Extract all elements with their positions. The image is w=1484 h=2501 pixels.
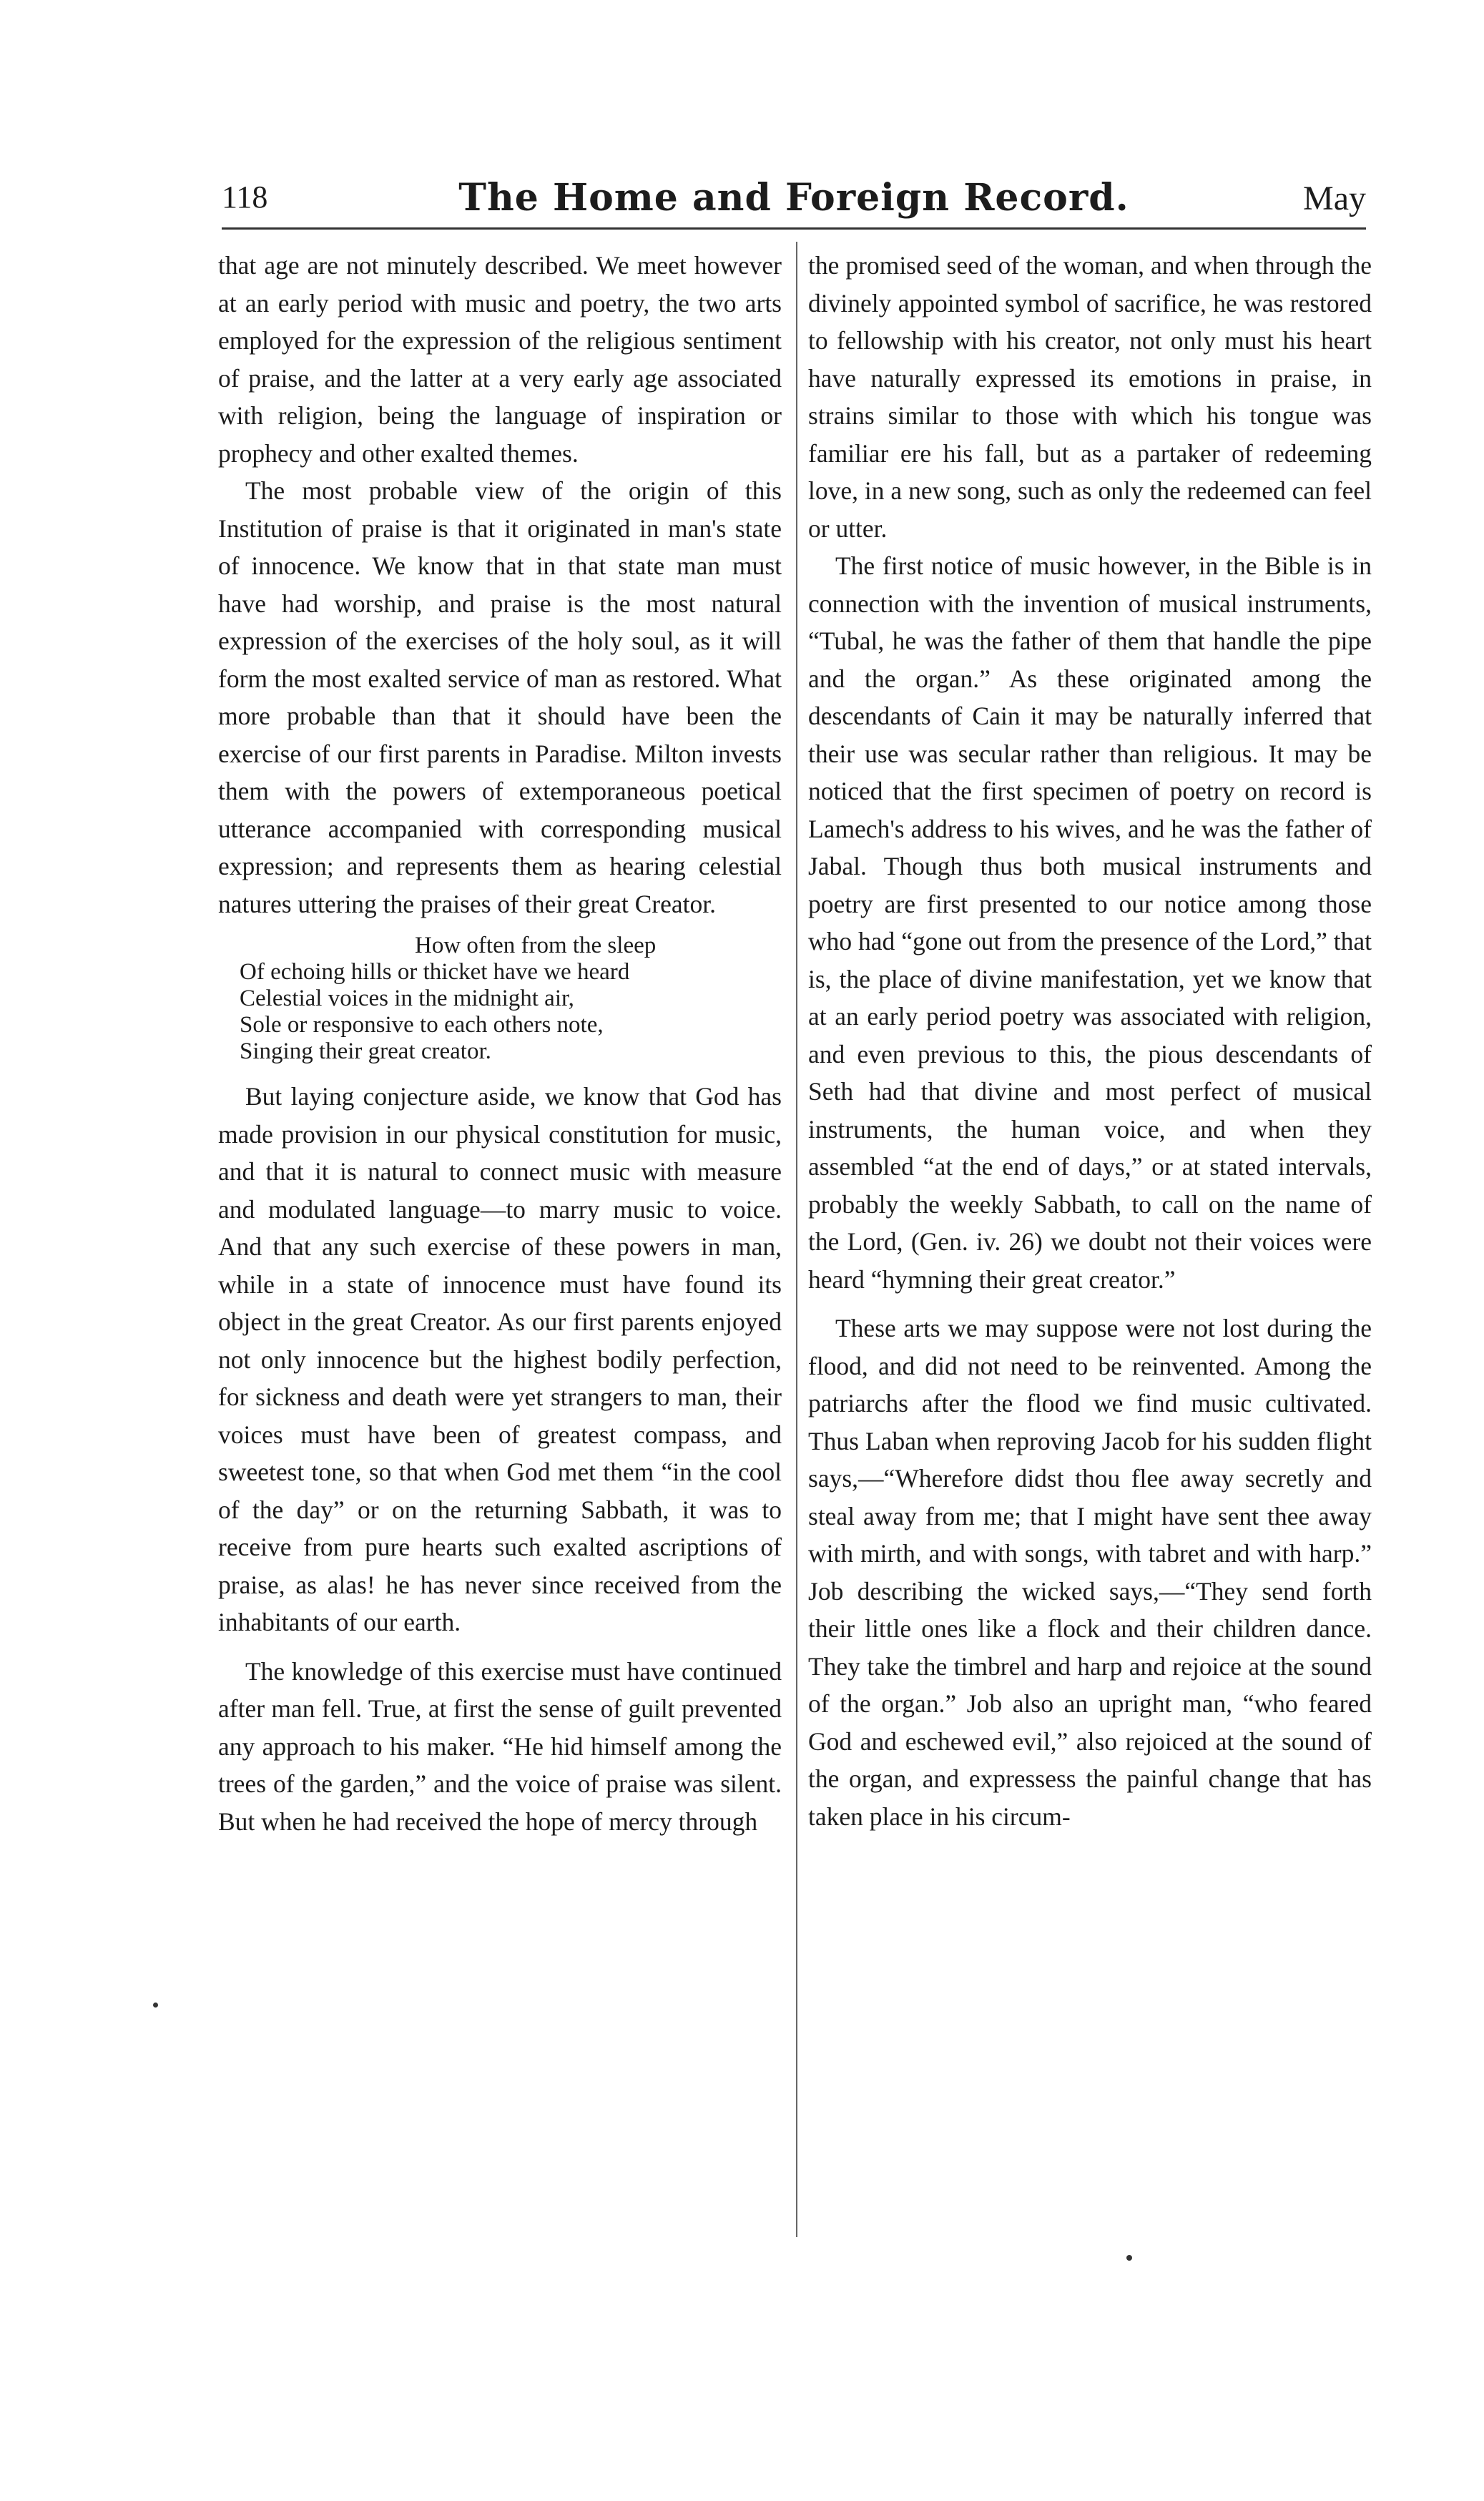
- paragraph: The most probable view of the origin of this Institution of praise is that it originated in man's state of innocence. We know that in that state man must have had worship, and praise is the most natural expression of the exercises of the holy soul, as it will form the most exalted service of man as restored. What more probable than that it should have been the exercise of our first parents in Paradise. Milton invests them with the powers of extemporaneous poetical utterance accompanied with corresponding musical expression; and represents them as hearing celestial natures uttering the praises of their great Creator.: [218, 476, 782, 918]
- right-column: [808, 247, 1372, 1835]
- left-column: [218, 247, 782, 1840]
- print-speck: [153, 2003, 158, 2008]
- running-title: The Home and Foreign Record.: [458, 176, 1129, 220]
- poem-line: How often from the sleep: [415, 933, 657, 958]
- print-speck: [1126, 2255, 1132, 2261]
- paragraph: The first notice of music however, in the Bible is in connection with the invention of musical instruments, “Tubal, he was the father of them that handle the pipe and the organ.” As these originated among the descendants of Cain it may be naturally inferred that their use was secular rather than religious. It may be noticed that the first specimen of poetry on record is Lamech's address to his wives, and he was the father of Jabal. Though thus both musical instruments and poetry are first presented to our notice among those who had “gone out from the presence of the Lord,” that is, the place of divine manifestation, yet we know that at an early period poetry was associated with religion, and even previous to this, the pious descendants of Seth had that divine and most perfect of musical instruments, the human voice, and when they assembled “at the end of days,” or at stated intervals, probably the weekly Sabbath, to call on the name of the Lord, (Gen. iv. 26) we doubt not their voices were heard “hymning their great creator.”: [808, 551, 1372, 1294]
- poem-line: Sole or responsive to each others note,: [240, 1012, 604, 1038]
- paragraph: These arts we may suppose were not lost during the flood, and did not need to be reinvented. Among the patriarchs after the flood we find music cultivated. Thus Laban when reproving Jacob for his sudden flight says,—“Wherefore didst thou flee away secretly and steal away from me; that I might have sent thee away with mirth, and with songs, with tabret and with harp.” Job describing the wicked says,—“They send forth their little ones like a flock and their children dance. They take the timbrel and harp and rejoice at the sound of the organ.” Job also an upright man, “who feared God and eschewed evil,” also rejoiced at the sound of the organ, and expressess the painful change that has taken place in his circum-: [808, 1314, 1372, 1831]
- poem-line: Celestial voices in the midnight air,: [240, 986, 574, 1011]
- column-divider: [796, 242, 797, 2237]
- paragraph: The knowledge of this exercise must have continued after man fell. True, at first the sense of guilt prevented any approach to his maker. “He hid himself among the trees of the garden,” and the voice of praise was silent. But when he had received the hope of mercy through: [218, 1656, 782, 1836]
- poem-line: Singing their great creator.: [240, 1038, 491, 1064]
- paragraph: But laying conjecture aside, we know that God has made provision in our physical constitution for music, and that it is natural to connect music with measure and modulated language—to marry music to voice. And that any such exercise of these powers in man, while in a state of innocence must have found its object in the great Creator. As our first parents enjoyed not only innocence but the highest bodily perfection, for sickness and death were yet strangers to man, their voices must have been of greatest compass, and sweetest tone, so that when God met them “in the cool of the day” or on the returning Sabbath, it was to receive from pure hearts such exalted ascriptions of praise, as alas! he has never since received from the inhabitants of our earth.: [218, 1082, 782, 1636]
- paragraph: the promised seed of the woman, and when through the divinely appointed symbol of sacrifice, he was restored to fellowship with his creator, not only must his heart have naturally expressed its emotions in praise, in strains similar to those with which his tongue was familiar ere his fall, but as a partaker of redeeming love, in a new song, such as only the redeemed can feel or utter.: [808, 251, 1372, 543]
- issue-month: May: [1303, 180, 1366, 217]
- poem-quotation: [240, 933, 782, 1065]
- paragraph: that age are not minutely described. We meet however at an early period with music and poetry, the two arts employed for the expression of the religious sentiment of praise, and the latter at a very early age associated with religion, being the language of inspiration or prophecy and other exalted themes.: [218, 251, 782, 468]
- poem-line: Of echoing hills or thicket have we heard: [240, 959, 630, 985]
- header-rule: [222, 227, 1366, 230]
- page-number: 118: [222, 180, 268, 215]
